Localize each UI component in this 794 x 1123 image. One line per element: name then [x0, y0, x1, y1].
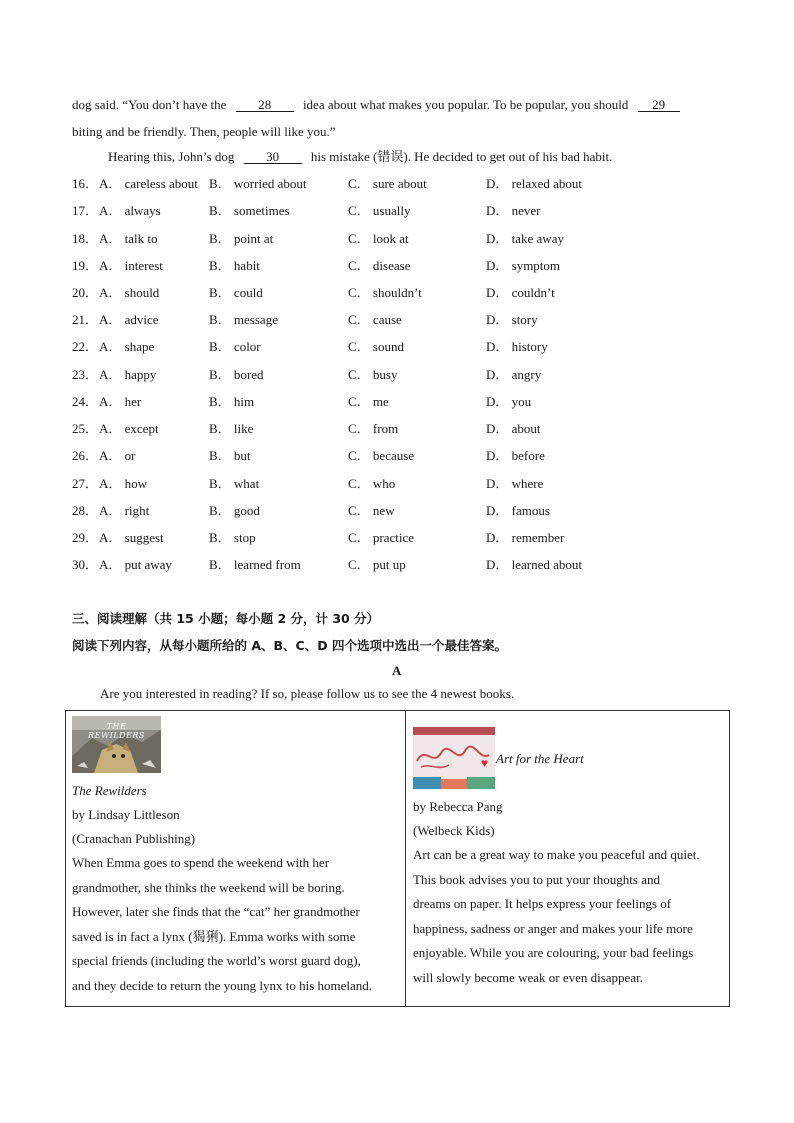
question-number: 30． — [72, 557, 99, 572]
option-a: A． happy — [99, 367, 157, 382]
book-desc-line: happiness, sadness or anger and makes your life more — [413, 920, 693, 936]
option-a: A． suggest — [99, 530, 164, 545]
option-a: A． except — [99, 421, 159, 436]
part-label: A — [392, 663, 402, 678]
book-desc-line: dreams on paper. It helps express your feelings of — [413, 896, 672, 911]
option-b: B． could — [209, 285, 263, 300]
books-table — [65, 710, 730, 1007]
passage-text: idea about what makes you popular. To be popular, you should — [302, 97, 629, 112]
option-d: D． take away — [486, 231, 564, 246]
option-d: D． history — [486, 339, 548, 354]
option-a: A． interest — [99, 258, 163, 273]
question-number: 25． — [72, 421, 99, 436]
option-d: D． where — [486, 476, 544, 491]
book-author: by Lindsay Littleson — [72, 807, 180, 822]
option-d: D． story — [486, 312, 538, 327]
question-number: 22． — [72, 339, 99, 354]
book-publisher: (Welbeck Kids) — [413, 823, 495, 838]
book-desc-line: However, later she finds that the “cat” her grandmother — [72, 904, 360, 919]
book-author: by Rebecca Pang — [413, 799, 503, 814]
option-d: D． before — [486, 448, 545, 463]
column-divider — [405, 711, 406, 1006]
book-title: The Rewilders — [72, 783, 147, 798]
option-d: D． never — [486, 203, 541, 218]
option-a: A． always — [99, 203, 161, 218]
book-title: Art for the Heart — [496, 751, 584, 766]
option-d: D． relaxed about — [486, 176, 583, 191]
book-publisher: (Cranachan Publishing) — [72, 831, 196, 846]
option-d: D． about — [486, 421, 541, 436]
option-b: B． him — [209, 394, 255, 409]
book-desc-line: Art can be a great way to make you peaceful and quiet. — [413, 847, 700, 862]
option-a: A． should — [99, 285, 160, 300]
option-b: B． learned from — [209, 557, 301, 572]
question-number: 21． — [72, 312, 99, 327]
blank-28: 28 — [236, 98, 294, 112]
question-number: 17． — [72, 203, 99, 218]
option-c: C． usually — [348, 203, 411, 218]
option-c: C． from — [348, 421, 399, 436]
option-c: C． shouldn’t — [348, 285, 422, 300]
passage-text: his mistake (错误). He decided to get out of his bad habit. — [310, 149, 613, 164]
book-desc-line: When Emma goes to spend the weekend with her — [72, 855, 330, 870]
option-c: C． practice — [348, 530, 415, 545]
option-b: B． habit — [209, 258, 260, 273]
option-c: C． cause — [348, 312, 402, 327]
question-number: 28． — [72, 503, 99, 518]
option-d: D． symptom — [486, 258, 561, 273]
option-d: D． remember — [486, 530, 565, 545]
option-a: A． her — [99, 394, 142, 409]
option-b: B． like — [209, 421, 254, 436]
question-number: 16． — [72, 176, 99, 191]
option-a: A． shape — [99, 339, 155, 354]
passage-line-2: biting and be friendly. Then, people will like you.” — [72, 124, 336, 139]
option-b: B． point at — [209, 231, 274, 246]
book-desc-line: enjoyable. While you are colouring, your bad feelings — [413, 945, 694, 960]
passage-line-1 — [72, 97, 680, 113]
option-c: C． disease — [348, 258, 411, 273]
book-desc-line: special friends (including the world’s worst guard dog), — [72, 953, 361, 968]
option-a: A． talk to — [99, 231, 158, 246]
option-b: B． sometimes — [209, 203, 290, 218]
question-number: 27． — [72, 476, 99, 491]
option-b: B． but — [209, 448, 251, 463]
book-desc-line: saved is in fact a lynx (猲猁). Emma works with some — [72, 928, 356, 944]
option-d: D． learned about — [486, 557, 583, 572]
option-a: A． or — [99, 448, 136, 463]
option-a: A． put away — [99, 557, 172, 572]
heart-icon: ♥ — [481, 756, 489, 770]
cover-title: THE REWILDERS — [88, 722, 145, 740]
option-a: A． right — [99, 503, 150, 518]
option-b: B． good — [209, 503, 260, 518]
question-number: 26． — [72, 448, 99, 463]
option-b: B． what — [209, 476, 260, 491]
option-c: C． sound — [348, 339, 404, 354]
option-c: C． because — [348, 448, 415, 463]
section-title: 三、阅读理解（共 15 小题；每小题 2 分，计 30 分） — [72, 611, 380, 626]
option-b: B． stop — [209, 530, 256, 545]
question-number: 20． — [72, 285, 99, 300]
book-desc-line: This book advises you to put your thoughts and — [413, 871, 660, 887]
option-b: B． bored — [209, 367, 264, 382]
option-c: C． busy — [348, 367, 398, 382]
option-b: B． worried about — [209, 176, 307, 191]
question-number: 29． — [72, 530, 99, 545]
option-b: B． color — [209, 339, 261, 354]
option-d: D． couldn’t — [486, 285, 555, 300]
reading-intro: Are you interested in reading? If so, please follow us to see the 4 newest books. — [100, 686, 515, 701]
option-d: D． you — [486, 394, 532, 409]
book-cover-rewilders — [72, 716, 161, 773]
option-c: C． who — [348, 476, 396, 491]
question-number: 19． — [72, 258, 99, 273]
passage-text: dog said. “You don’t have the — [72, 97, 227, 112]
blank-29: 29 — [638, 98, 680, 112]
option-a: A． how — [99, 476, 148, 491]
option-c: C． put up — [348, 557, 406, 572]
option-c: C． new — [348, 503, 395, 518]
option-d: D． angry — [486, 367, 542, 382]
option-a: A． advice — [99, 312, 159, 327]
section-instruction: 阅读下列内容，从每小题所给的 A、B、C、D 四个选项中选出一个最佳答案。 — [72, 638, 507, 653]
option-c: C． me — [348, 394, 389, 409]
option-d: D． famous — [486, 503, 550, 518]
question-number: 23． — [72, 367, 99, 382]
question-number: 18． — [72, 231, 99, 246]
blank-30: 30 — [244, 150, 302, 164]
option-b: B． message — [209, 312, 278, 327]
book-desc-line: will slowly become weak or even disappear. — [413, 969, 643, 985]
option-c: C． look at — [348, 231, 409, 246]
book-desc-line: and they decide to return the young lynx to his homeland. — [72, 977, 373, 993]
option-c: C． sure about — [348, 176, 427, 191]
option-a: A． careless about — [99, 176, 198, 191]
passage-line-3 — [108, 149, 612, 165]
passage-text: Hearing this, John’s dog — [108, 149, 235, 164]
book-desc-line: grandmother, she thinks the weekend will be boring. — [72, 879, 345, 895]
question-number: 24． — [72, 394, 99, 409]
